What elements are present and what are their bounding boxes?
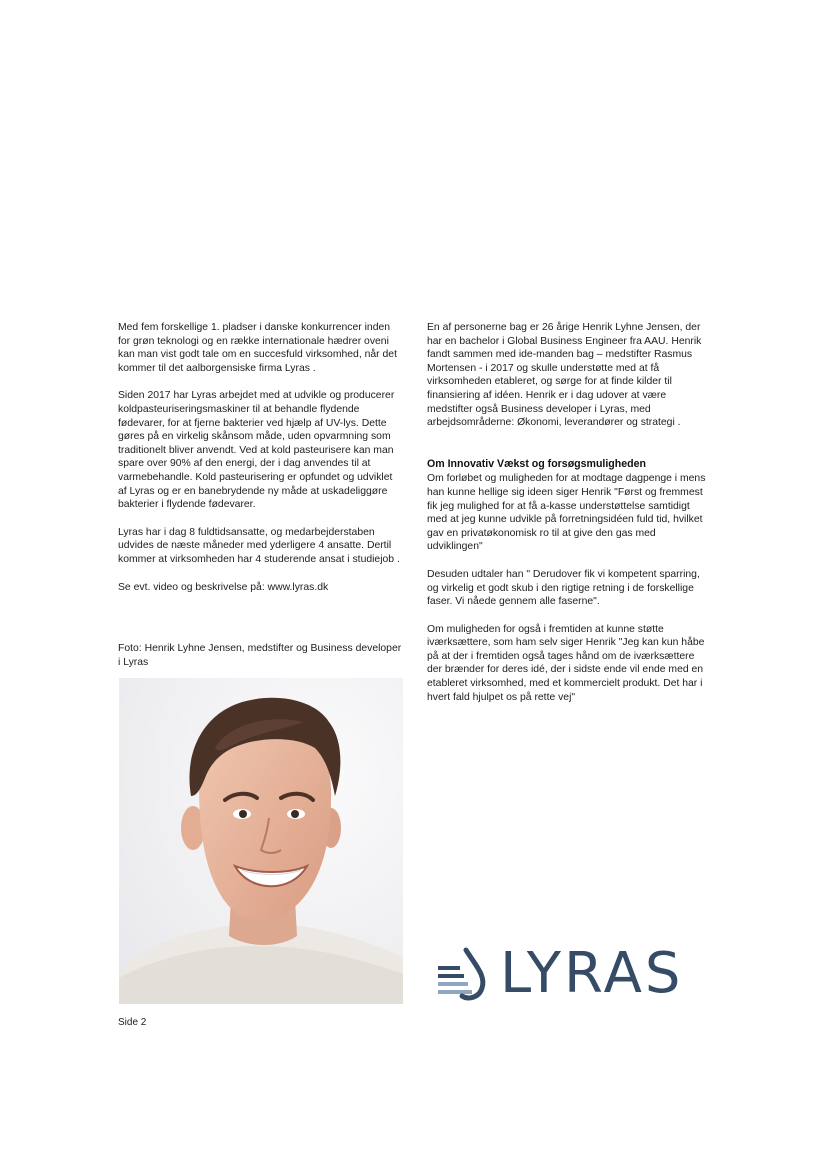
right-column [427,321,712,718]
intro-paragraph: Med fem forskellige 1. pladser i danske konkurrencer inden for grøn teknologi og en række internationale hædrer oveni kan man vist godt tale om en succesfuld virksomhed, når det kommer til det aalborgensiske firma Lyras . [118,322,397,374]
portrait-photo [119,678,403,1004]
portrait-illustration [119,678,403,1004]
quote-paragraph: Om forløbet og muligheden for at modtage dagpenge i mens han kunne hellige sig ideen siger Henrik "Først og fremmest fik jeg mulighed for at få a-kasse understøttelse samtidigt med at jeg kunne udvikle på forretningsidéen fuld tid, hvilket gav en privatøkonomisk ro til at give den gas med udviklingen" [427,473,706,553]
lyras-logo [436,941,698,1006]
staff-paragraph: Lyras har i dag 8 fuldtidsansatte, og medarbejderstaben udvides de næste måneder med yderligere 4 ansatte. Dertil kommer at virksomheden har 4 studerende ansat i studiejob . [118,526,400,565]
lyras-logo-wordmark: LYRAS [500,941,684,1006]
page-number: Side 2 [118,1017,147,1028]
website-paragraph: Se evt. video og beskrivelse på: www.lyras.dk [118,581,329,593]
lyras-logo-icon [436,944,496,1004]
history-paragraph: Siden 2017 har Lyras arbejdet med at udvikle og producerer koldpasteuriseringsmaskiner til at behandle flydende fødevarer, for at fjerne bakterier ved hjælp af UV-lys. Dette gøres på en virkelig skånsom måde, uden opvarmning som traditionelt bliver anvendt. Ved at kold pasteurisere kan man spare over 90% af den energi, der i dag anvendes til at varmebehandle. Kold pasteurisering er opfundet og udviklet af Lyras og er en banebrydende ny måde at uskadeliggøre bakterier i flydende fødevarer. [118,390,395,511]
sparring-paragraph: Desuden udtaler han " Derudover fik vi kompetent sparring, og virkelig et godt skub i den rigtige retning i de forskellige faser. Vi nåede gennem alle faserne". [427,568,700,608]
founder-paragraph: En af personerne bag er 26 årige Henrik Lyhne Jensen, der har en bachelor i Global Business Engineer fra AAU. Henrik fandt sammen med ide-manden bag – medstifter Rasmus Mortensen - i 2017 og skulle understøtte med at få virksomheden etableret, og sørge for at finde kilder til finansiering af idéen. Henrik er i dag udover at være medstifter også Business developer i Lyras, med arbejdsområderne: Økonomi, leverandører og strategi . [427,322,702,429]
left-column [118,321,403,608]
photo-caption: Foto: Henrik Lyhne Jensen, medstifter og Business developer i Lyras [118,643,402,668]
future-paragraph: Om muligheden for også i fremtiden at kunne støtte iværksættere, som ham selv siger Henrik "Jeg kan kun håbe på at der i fremtiden også tages hånd om de iværksættere der brænder for deres idé, der i sidste ende vil ende med en etableret virksomhed, med et kommercielt produkt. Det har i hvert fald hjulpet os på rette vej" [427,623,705,703]
section-heading: Om Innovativ Vækst og forsøgsmuligheden [427,457,646,470]
